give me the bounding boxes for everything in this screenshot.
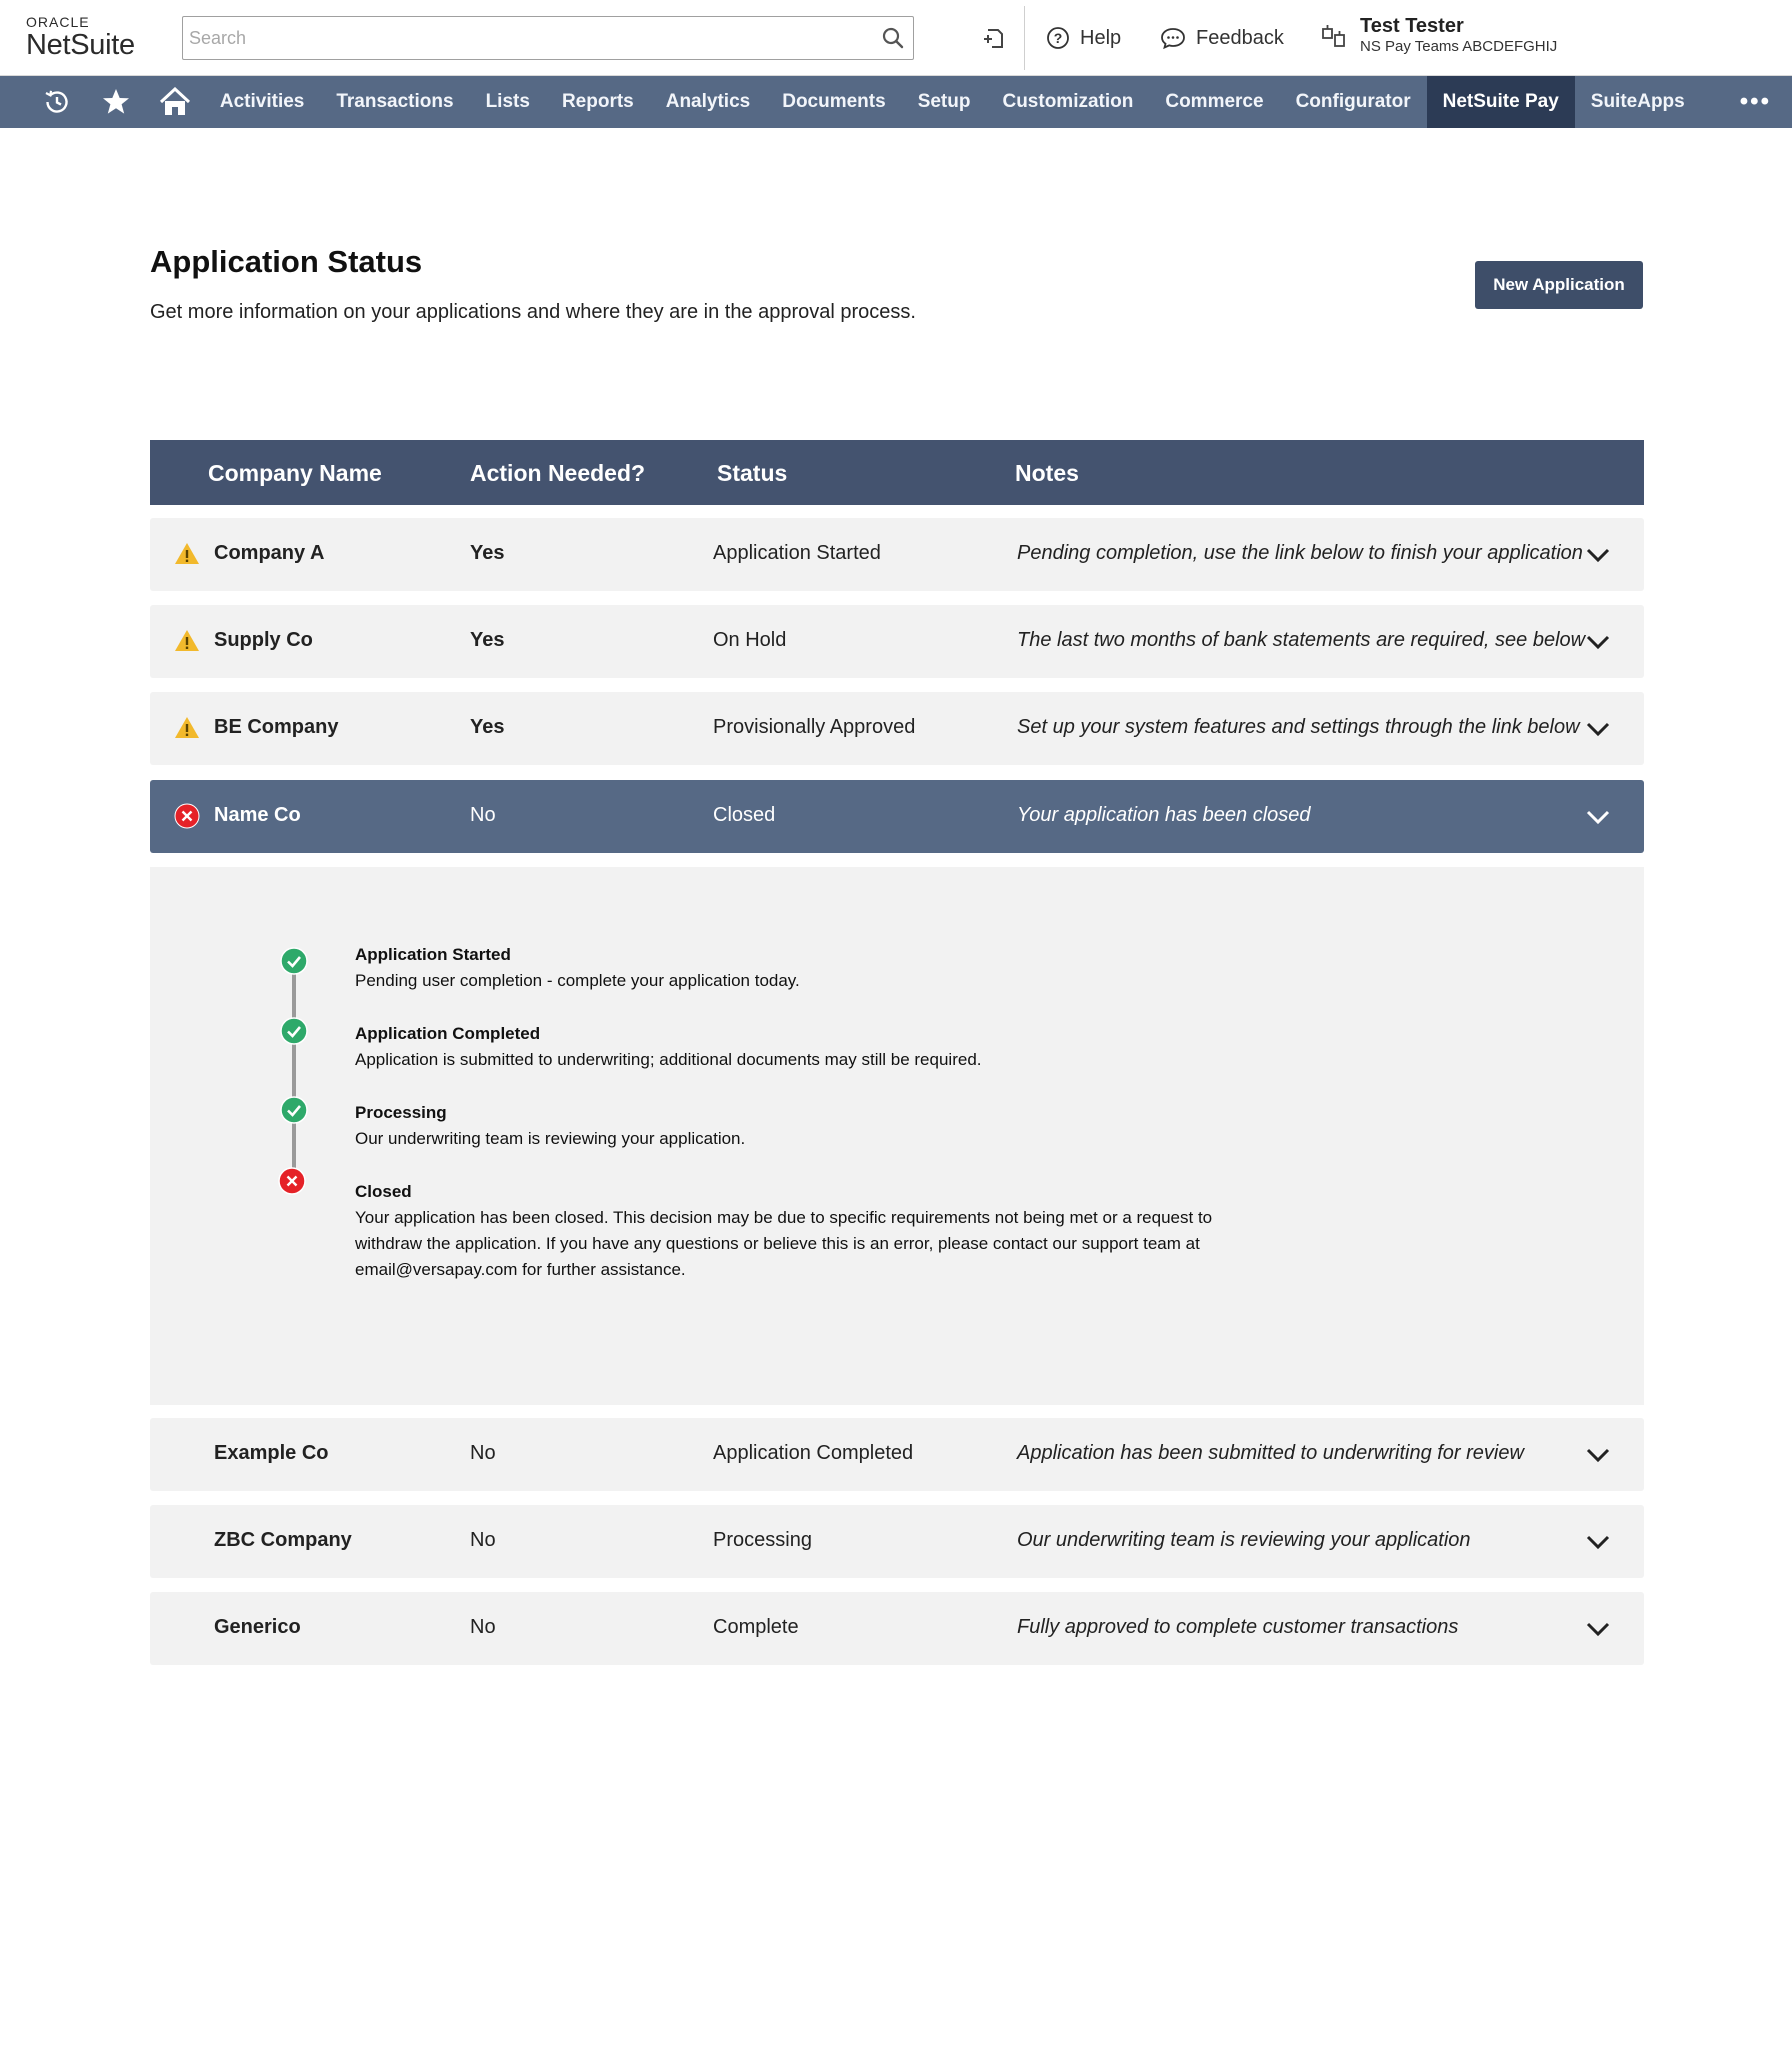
- chevron-down-icon[interactable]: [1584, 1530, 1612, 1554]
- step-title: Application Started: [355, 945, 511, 964]
- chevron-down-icon[interactable]: [1584, 1443, 1612, 1467]
- notes-text: Set up your system features and settings through the link below: [1017, 716, 1580, 738]
- action-needed: No: [470, 1616, 496, 1638]
- action-needed: Yes: [470, 716, 505, 738]
- user-name: Test Tester: [1360, 15, 1464, 37]
- nav-customization[interactable]: Customization: [1002, 91, 1134, 112]
- table-row[interactable]: [150, 692, 1644, 765]
- check-icon: [280, 1017, 308, 1045]
- main-nav: [0, 76, 1792, 128]
- nav-suiteapps[interactable]: SuiteApps: [1590, 91, 1685, 112]
- nav-commerce[interactable]: Commerce: [1165, 91, 1264, 112]
- notes-text: Application has been submitted to underwriting for review: [1017, 1442, 1524, 1464]
- table-row[interactable]: [150, 1418, 1644, 1491]
- chevron-down-icon[interactable]: [1584, 1617, 1612, 1641]
- timeline-step: [355, 942, 1315, 994]
- chevron-down-icon[interactable]: [1584, 630, 1612, 654]
- nav-analytics[interactable]: Analytics: [665, 91, 751, 112]
- step-title: Closed: [355, 1182, 412, 1201]
- header-divider: [1024, 6, 1025, 70]
- star-icon: [101, 87, 131, 117]
- home-icon: [159, 87, 191, 117]
- company-name: Generico: [214, 1616, 301, 1638]
- search-input[interactable]: [183, 17, 863, 59]
- svg-text:?: ?: [1053, 30, 1063, 46]
- table-row[interactable]: [150, 1592, 1644, 1665]
- warning-icon: [174, 628, 200, 654]
- step-description: Pending user completion - complete your application today.: [355, 971, 800, 990]
- recent-records-icon[interactable]: [980, 24, 1008, 52]
- company-name: Name Co: [214, 804, 301, 826]
- notes-text: Your application has been closed: [1017, 804, 1311, 826]
- nav-setup[interactable]: Setup: [917, 91, 971, 112]
- feedback-link[interactable]: [1160, 22, 1284, 54]
- nav-activities[interactable]: Activities: [219, 91, 305, 112]
- application-timeline-panel: [150, 867, 1644, 1405]
- nav-favorites-button[interactable]: [87, 76, 146, 128]
- table-row[interactable]: [150, 518, 1644, 591]
- timeline-step: [355, 1100, 1315, 1152]
- chevron-down-icon[interactable]: [1584, 805, 1612, 829]
- action-needed: No: [470, 804, 496, 826]
- logo-oracle-text: ORACLE: [26, 14, 90, 30]
- help-icon: [1046, 26, 1070, 50]
- action-needed: Yes: [470, 542, 505, 564]
- chevron-down-icon[interactable]: [1584, 543, 1612, 567]
- company-name: Supply Co: [214, 629, 313, 651]
- notes-text: The last two months of bank statements are required, see below: [1017, 629, 1586, 651]
- page-subtitle: Get more information on your applications and where they are in the approval process.: [150, 301, 916, 323]
- action-needed: No: [470, 1529, 496, 1551]
- table-header: [150, 440, 1644, 505]
- step-description-line: Your application has been closed. This decision may be due to specific requirements not being met or a request to: [355, 1208, 1213, 1227]
- check-icon: [280, 947, 308, 975]
- nav-recent-button[interactable]: [28, 76, 87, 128]
- status-text: Provisionally Approved: [713, 716, 916, 738]
- chat-bubble-icon: [1160, 26, 1186, 50]
- user-menu[interactable]: [1320, 14, 1557, 56]
- company-name: Company A: [214, 542, 325, 564]
- action-needed: No: [470, 1442, 496, 1464]
- action-needed: Yes: [470, 629, 505, 651]
- chevron-down-icon[interactable]: [1584, 717, 1612, 741]
- user-role: NS Pay Teams ABCDEFGHIJ: [1360, 38, 1558, 55]
- header-notes: Notes: [1015, 460, 1079, 486]
- warning-icon: [174, 541, 200, 567]
- nav-documents[interactable]: Documents: [782, 91, 886, 112]
- header-action-needed: Action Needed?: [470, 460, 646, 486]
- help-label: Help: [1080, 26, 1122, 49]
- nav-reports[interactable]: Reports: [561, 91, 634, 112]
- netsuite-logo[interactable]: [26, 14, 135, 60]
- notes-text: Fully approved to complete customer transactions: [1017, 1616, 1459, 1638]
- status-text: Processing: [713, 1529, 812, 1551]
- status-text: Closed: [713, 804, 776, 826]
- nav-netsuite-pay[interactable]: NetSuite Pay: [1427, 76, 1575, 128]
- feedback-label: Feedback: [1196, 26, 1284, 49]
- nav-configurator[interactable]: Configurator: [1295, 91, 1411, 112]
- error-icon: [174, 803, 200, 829]
- nav-transactions[interactable]: Transactions: [336, 91, 454, 112]
- role-switch-icon: [1320, 22, 1348, 50]
- notes-text: Pending completion, use the link below to finish your application: [1017, 542, 1583, 564]
- notes-text: Our underwriting team is reviewing your application: [1017, 1529, 1471, 1551]
- status-text: Application Started: [713, 542, 881, 564]
- history-icon: [42, 87, 72, 117]
- timeline-line: [292, 963, 296, 1185]
- company-name: BE Company: [214, 716, 339, 738]
- nav-lists[interactable]: Lists: [485, 91, 530, 112]
- warning-icon: [174, 715, 200, 741]
- error-icon: [278, 1167, 306, 1195]
- status-text: On Hold: [713, 629, 787, 651]
- header-company-name: Company Name: [208, 460, 382, 486]
- step-description: Application is submitted to underwriting; additional documents may still be required.: [355, 1050, 982, 1069]
- step-description-line: withdraw the application. If you have any questions or believe this is an error, please contact our support team at: [355, 1234, 1200, 1253]
- new-application-button[interactable]: New Application: [1475, 261, 1643, 309]
- table-row[interactable]: [150, 1505, 1644, 1578]
- top-header: [0, 0, 1792, 76]
- table-row-expanded[interactable]: [150, 780, 1644, 853]
- timeline-step: [355, 1021, 1315, 1073]
- nav-more-button[interactable]: •••: [1739, 88, 1771, 115]
- header-status: Status: [717, 460, 788, 486]
- nav-home-button[interactable]: [145, 76, 204, 128]
- logo-netsuite-text: NetSuite: [26, 29, 135, 61]
- table-row[interactable]: [150, 605, 1644, 678]
- global-search: [182, 16, 914, 60]
- status-text: Complete: [713, 1616, 799, 1638]
- company-name: ZBC Company: [214, 1529, 352, 1551]
- status-text: Application Completed: [713, 1442, 914, 1464]
- page-title: Application Status: [150, 244, 423, 279]
- step-description-line: email@versapay.com for further assistance.: [355, 1260, 686, 1279]
- search-icon[interactable]: [881, 26, 905, 50]
- help-link[interactable]: [1046, 22, 1121, 54]
- timeline-step: [355, 1179, 1315, 1283]
- step-title: Processing: [355, 1103, 447, 1122]
- company-name: Example Co: [214, 1442, 329, 1464]
- check-icon: [280, 1096, 308, 1124]
- step-description: Our underwriting team is reviewing your application.: [355, 1129, 746, 1148]
- step-title: Application Completed: [355, 1024, 541, 1043]
